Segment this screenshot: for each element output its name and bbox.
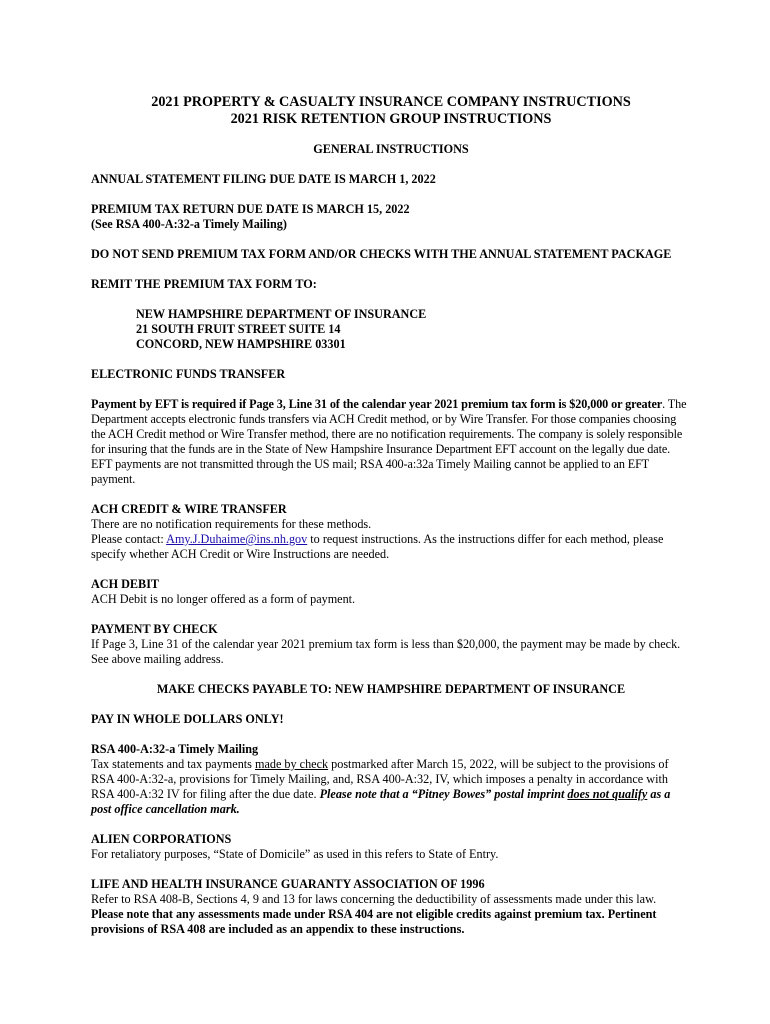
mailing-address bbox=[91, 307, 691, 352]
ach-wire-contact bbox=[91, 532, 691, 562]
premium-due-date: PREMIUM TAX RETURN DUE DATE IS MARCH 15, 2022 bbox=[91, 202, 410, 216]
address-line-2: 21 SOUTH FRUIT STREET SUITE 14 bbox=[136, 322, 341, 336]
payment-check-body: If Page 3, Line 31 of the calendar year 2021 premium tax form is less than $20,000, the payment may be made by check. See above mailing address. bbox=[91, 637, 681, 666]
contact-suffix: to request instructions. As the instructions differ for each method, please specify whether ACH Credit or Wire Instructions are needed. bbox=[91, 532, 664, 561]
timely-part-2: postmarked after March 15, 2022, will be subject to the provisions of RSA 400-A:32-a, provisions for Timely Mailing, and, RSA 400-A:32, IV, which imposes a penalty in accordance with RSA 400-A:32 IV for filing after the due date. bbox=[91, 757, 669, 801]
document-body bbox=[91, 94, 691, 937]
timely-mailing-heading: RSA 400-A:32-a Timely Mailing bbox=[91, 742, 259, 756]
eft-paragraph bbox=[91, 397, 691, 487]
premium-due-reference: (See RSA 400-A:32-a Timely Mailing) bbox=[91, 217, 287, 231]
ach-debit-heading: ACH DEBIT bbox=[91, 577, 160, 591]
annual-due-date: ANNUAL STATEMENT FILING DUE DATE IS MARCH 1, 2022 bbox=[91, 172, 436, 186]
payable-notice: MAKE CHECKS PAYABLE TO: NEW HAMPSHIRE DEPARTMENT OF INSURANCE bbox=[156, 682, 626, 696]
title-line-2: 2021 RISK RETENTION GROUP INSTRUCTIONS bbox=[230, 111, 552, 127]
contact-prefix: Please contact: bbox=[91, 532, 167, 546]
eft-heading: ELECTRONIC FUNDS TRANSFER bbox=[91, 367, 286, 381]
ach-wire-heading: ACH CREDIT & WIRE TRANSFER bbox=[91, 502, 287, 516]
general-instructions-heading: GENERAL INSTRUCTIONS bbox=[313, 142, 469, 156]
life-health-body: Refer to RSA 408-B, Sections 4, 9 and 13 for laws concerning the deductibility of assessments made under this law. bbox=[91, 892, 657, 906]
ach-wire-notice: There are no notification requirements for these methods. bbox=[91, 517, 372, 531]
timely-mailing-body bbox=[91, 757, 691, 817]
ach-debit-body: ACH Debit is no longer offered as a form of payment. bbox=[91, 592, 356, 606]
timely-note-2: as a post office cancellation mark. bbox=[91, 787, 671, 816]
title-line-1: 2021 PROPERTY & CASUALTY INSURANCE COMPANY INSTRUCTIONS bbox=[151, 94, 631, 110]
whole-dollars-notice: PAY IN WHOLE DOLLARS ONLY! bbox=[91, 712, 284, 726]
address-line-3: CONCORD, NEW HAMPSHIRE 03301 bbox=[136, 337, 346, 351]
do-not-send-notice: DO NOT SEND PREMIUM TAX FORM AND/OR CHECKS WITH THE ANNUAL STATEMENT PACKAGE bbox=[91, 247, 672, 261]
life-health-note: Please note that any assessments made under RSA 404 are not eligible credits against premium tax. Pertinent provisions of RSA 408 are included as an appendix to these instructions. bbox=[91, 907, 657, 936]
alien-body: For retaliatory purposes, “State of Domicile” as used in this refers to State of Entry. bbox=[91, 847, 499, 861]
alien-heading: ALIEN CORPORATIONS bbox=[91, 832, 232, 846]
eft-requirement: Payment by EFT is required if Page 3, Line 31 of the calendar year 2021 premium tax form is $20,000 or greater bbox=[91, 397, 663, 411]
eft-body: . The Department accepts electronic funds transfers via ACH Credit method, or by Wire Transfer. For those companies choosing the ACH Credit method or Wire Transfer method, there are no notification requirements. The company is solely responsible for insuring that the funds are in the State of New Hampshire Insurance Department EFT account on the legally due date. EFT payments are not transmitted through the US mail; RSA 400-a:32a Timely Mailing cannot be applied to an EFT payment. bbox=[91, 397, 687, 486]
contact-email-link[interactable]: Amy.J.Duhaime@ins.nh.gov bbox=[166, 532, 308, 546]
life-health-heading: LIFE AND HEALTH INSURANCE GUARANTY ASSOCIATION OF 1996 bbox=[91, 877, 485, 891]
timely-note-underlined: does not qualify bbox=[567, 787, 648, 801]
timely-note-1: Please note that a “Pitney Bowes” postal imprint bbox=[319, 787, 568, 801]
address-line-1: NEW HAMPSHIRE DEPARTMENT OF INSURANCE bbox=[136, 307, 427, 321]
timely-part-1: Tax statements and tax payments bbox=[91, 757, 255, 771]
remit-heading: REMIT THE PREMIUM TAX FORM TO: bbox=[91, 277, 317, 291]
payment-check-heading: PAYMENT BY CHECK bbox=[91, 622, 218, 636]
timely-underlined: made by check bbox=[254, 757, 329, 771]
